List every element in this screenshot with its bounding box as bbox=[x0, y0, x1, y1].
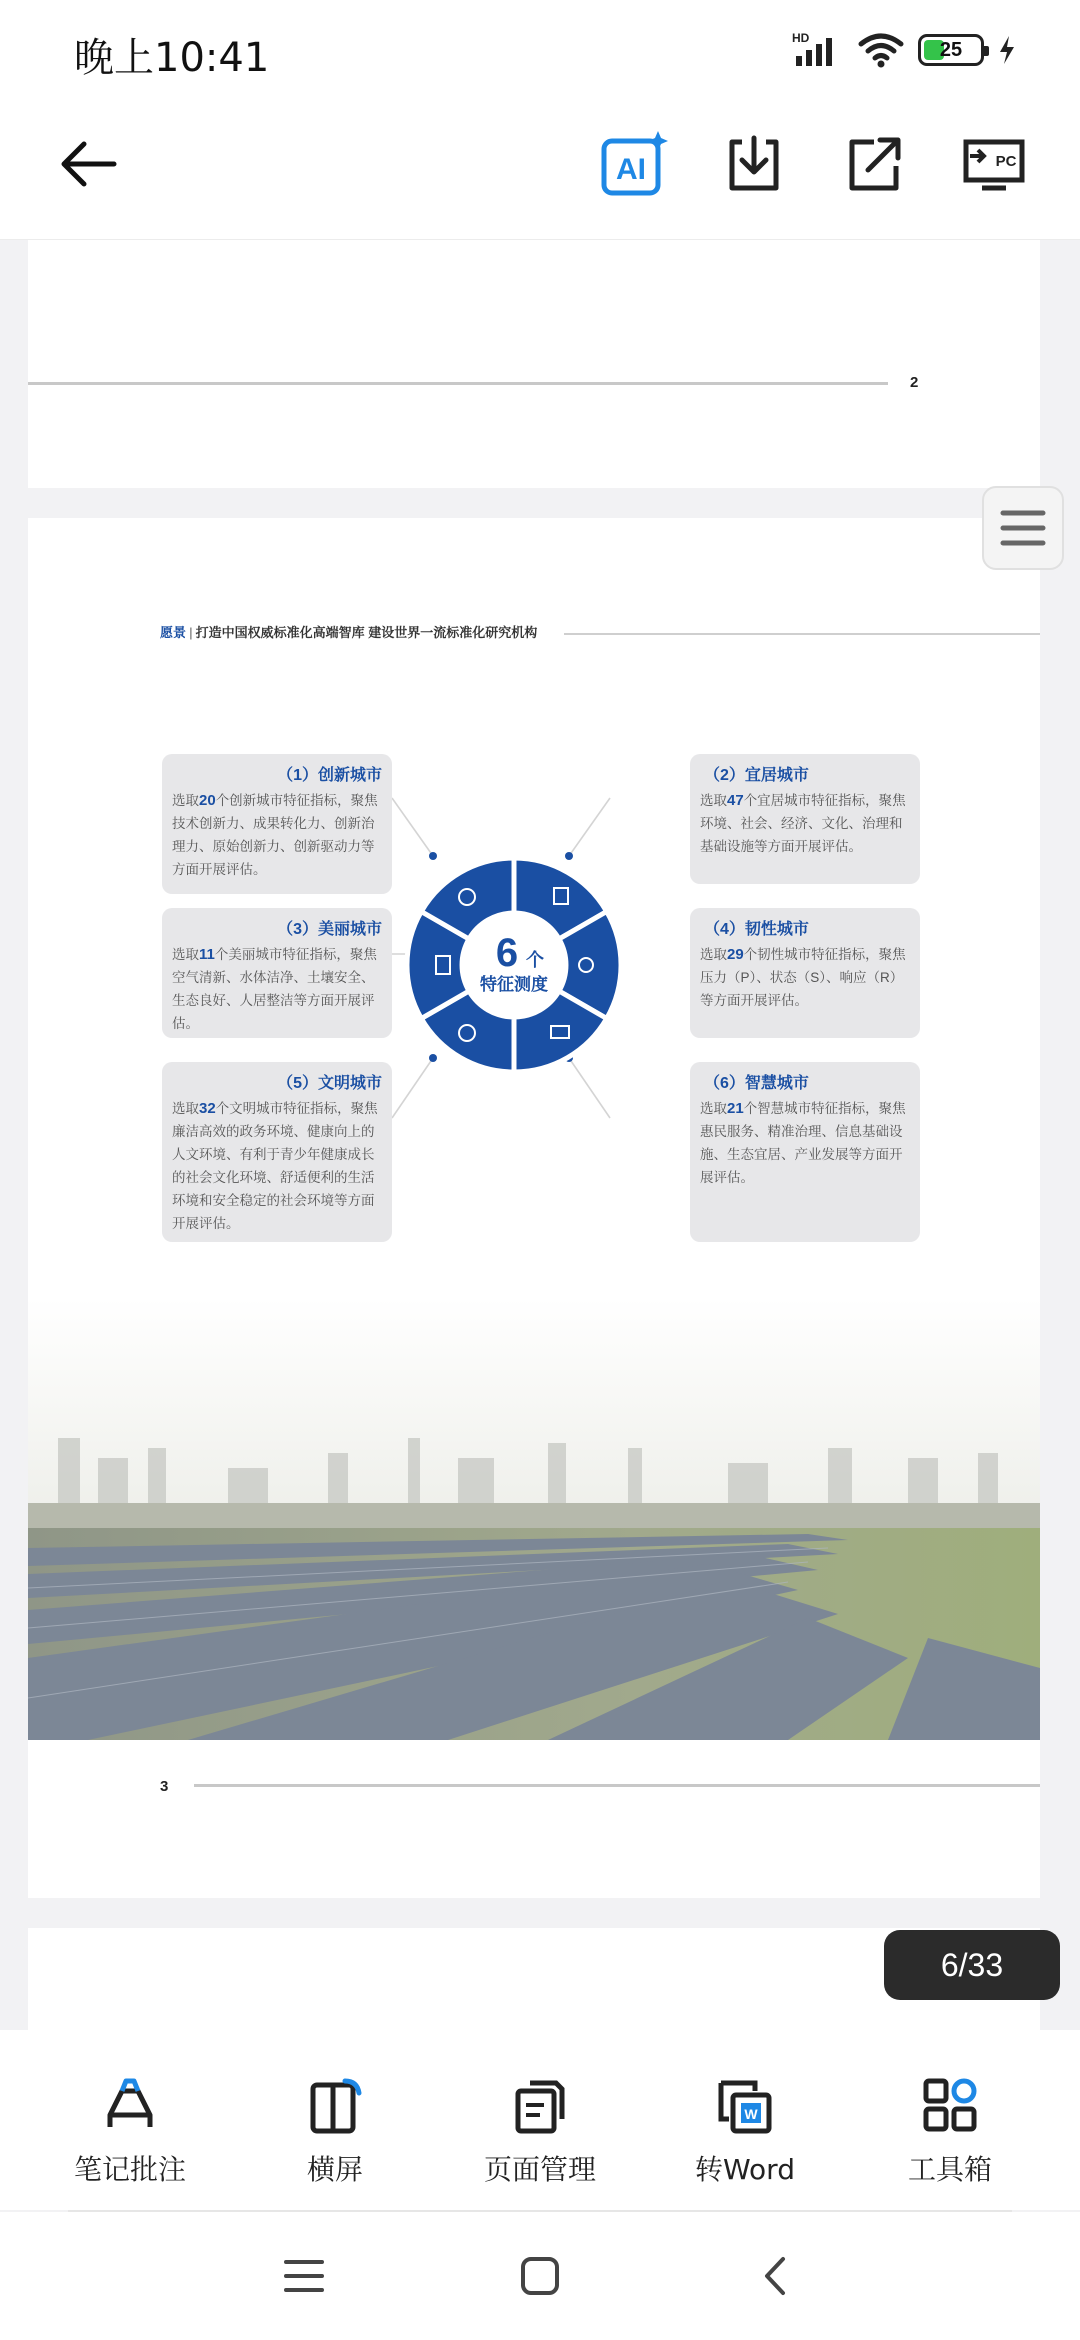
home-icon bbox=[520, 2256, 560, 2296]
pc-view-button[interactable] bbox=[954, 124, 1034, 204]
card-body: 选取20个创新城市特征指标，聚焦技术创新力、成果转化力、创新治理力、原始创新力、创新驱动力等方面开展评估。 bbox=[172, 792, 378, 877]
card-body: 选取47个宜居城市特征指标，聚焦环境、社会、经济、文化、治理和基础设施等方面开展评估。 bbox=[700, 792, 906, 854]
rotate-screen-icon bbox=[305, 2075, 365, 2135]
status-icons bbox=[792, 30, 1016, 70]
ai-label: AI bbox=[616, 153, 646, 186]
card-title: （6）智慧城市 bbox=[704, 1075, 809, 1092]
card-livable-city bbox=[690, 754, 920, 884]
card-body: 选取21个智慧城市特征指标，聚焦惠民服务、精准治理、信息基础设施、生态宜居、产业发展等方面开展评估。 bbox=[700, 1100, 906, 1185]
bottom-label: 转Word bbox=[695, 2153, 795, 2186]
nav-home-button[interactable] bbox=[510, 2246, 570, 2306]
bottom-toolbar bbox=[0, 2030, 1080, 2210]
toolbox-button[interactable] bbox=[875, 2070, 1025, 2188]
header-separator: | bbox=[189, 625, 193, 640]
bottom-label: 页面管理 bbox=[483, 2153, 596, 2186]
card-title: （1）创新城市 bbox=[277, 767, 382, 784]
wifi-icon bbox=[858, 32, 904, 68]
center-unit: 个 bbox=[526, 950, 544, 970]
card-title: （3）美丽城市 bbox=[277, 921, 382, 938]
share-button[interactable] bbox=[834, 124, 914, 204]
solar-farm-photo bbox=[28, 1298, 1040, 1740]
hamburger-menu-icon bbox=[1000, 508, 1046, 548]
card-innovative-city bbox=[162, 754, 392, 894]
pc-screen-icon bbox=[962, 134, 1026, 194]
page-number: 2 bbox=[910, 374, 919, 391]
card-body: 选取11个美丽城市特征指标，聚焦空气清新、水体洁净、土壤安全、生态良好、人居整洁等方面开展评估。 bbox=[172, 946, 377, 1031]
battery-icon bbox=[918, 34, 984, 66]
status-bar bbox=[0, 0, 1080, 96]
card-civilized-city bbox=[162, 1062, 392, 1242]
annotate-button[interactable] bbox=[55, 2070, 205, 2188]
document-page-3 bbox=[28, 518, 1040, 1898]
page-manage-button[interactable] bbox=[465, 2070, 615, 2188]
system-nav-bar bbox=[0, 2212, 1080, 2340]
signal-icon bbox=[792, 30, 844, 70]
card-body: 选取29个韧性城市特征指标，聚焦压力（P）、状态（S）、响应（R）等方面开展评估。 bbox=[700, 946, 906, 1008]
center-number: 6 bbox=[495, 931, 519, 975]
floating-menu-button[interactable] bbox=[982, 486, 1064, 570]
word-badge: W bbox=[744, 2106, 758, 2122]
arrow-left-icon bbox=[58, 139, 118, 189]
battery-level: 25 bbox=[939, 38, 963, 61]
charging-icon bbox=[998, 35, 1016, 65]
document-viewer[interactable] bbox=[0, 240, 1080, 2030]
page-number: 3 bbox=[160, 1778, 169, 1795]
feature-wheel bbox=[399, 850, 629, 1080]
menu-icon bbox=[284, 2258, 324, 2294]
page-footer-rule bbox=[194, 1784, 1040, 1787]
annotate-icon bbox=[100, 2075, 160, 2135]
center-label: 特征测度 bbox=[480, 975, 548, 994]
download-button[interactable] bbox=[714, 124, 794, 204]
download-icon bbox=[724, 134, 784, 194]
share-icon bbox=[844, 134, 904, 194]
card-title: （2）宜居城市 bbox=[704, 767, 809, 784]
nav-back-button[interactable] bbox=[746, 2246, 806, 2306]
card-resilient-city bbox=[690, 908, 920, 1038]
toolbar bbox=[0, 96, 1080, 240]
bottom-label: 工具箱 bbox=[907, 2153, 992, 2186]
status-time: 晚上10:41 bbox=[74, 35, 270, 81]
back-icon bbox=[761, 2256, 791, 2296]
page-manage-icon bbox=[510, 2075, 570, 2135]
nav-menu-button[interactable] bbox=[274, 2246, 334, 2306]
word-convert-icon bbox=[715, 2075, 775, 2135]
ai-icon bbox=[600, 131, 668, 197]
card-body: 选取32个文明城市特征指标，聚焦廉洁高效的政务环境、健康向上的人文环境、有利于青少年健康成长的社会文化环境、舒适便利的生活环境和安全稳定的社会环境等方面开展评估。 bbox=[172, 1100, 378, 1231]
pc-label: PC bbox=[995, 153, 1017, 170]
page-footer-rule bbox=[28, 382, 888, 385]
card-beautiful-city bbox=[162, 908, 392, 1038]
document-page-2 bbox=[28, 240, 1040, 488]
card-title: （4）韧性城市 bbox=[704, 921, 809, 938]
landscape-button[interactable] bbox=[260, 2070, 410, 2188]
back-button[interactable] bbox=[48, 124, 128, 204]
toolbox-icon bbox=[920, 2075, 980, 2135]
convert-word-button[interactable] bbox=[670, 2070, 820, 2188]
header-text: 打造中国权威标准化高端智库 建设世界一流标准化研究机构 bbox=[195, 625, 538, 640]
network-type-label: HD bbox=[792, 31, 810, 45]
bottom-label: 横屏 bbox=[306, 2153, 363, 2186]
bottom-label: 笔记批注 bbox=[73, 2153, 186, 2186]
card-smart-city bbox=[690, 1062, 920, 1242]
card-title: （5）文明城市 bbox=[277, 1075, 382, 1092]
header-highlight: 愿景 bbox=[160, 625, 187, 640]
ai-button[interactable] bbox=[594, 124, 674, 204]
page-counter: 6/33 bbox=[884, 1930, 1060, 2000]
